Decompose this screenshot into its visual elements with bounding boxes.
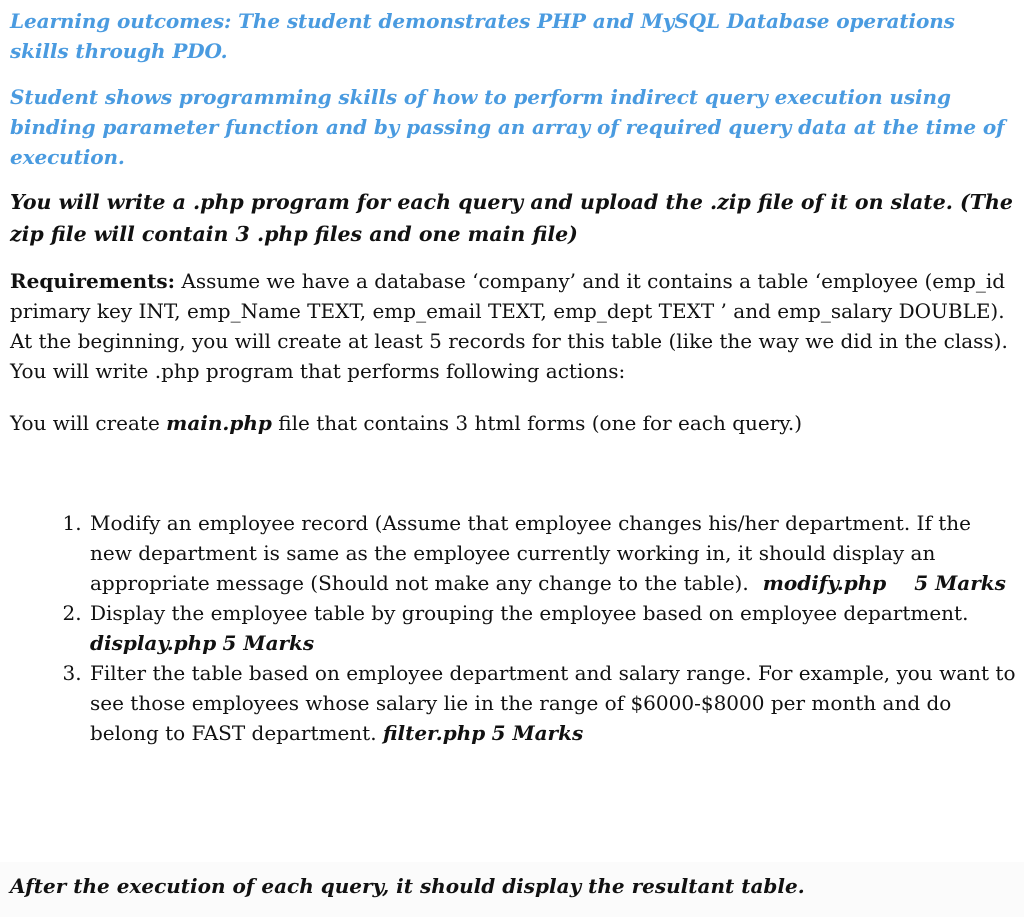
learning-outcomes-section	[10, 6, 1016, 172]
requirements-text: Assume we have a database ‘company’ and it contains a table ‘employee (emp_id primary key INT, emp_Name TEXT, emp_email TEXT, emp_dept TEXT ’ and emp_salary DOUBLE). At the beginning, you will create at least 5 records for this table (like the way we did in the class). You will write .php program that performs following actions:	[10, 269, 1008, 383]
task-item	[88, 658, 1016, 748]
task-text: Modify an employee record (Assume that employee changes his/her department. If the new department is same as the employee currently working in, it should display an appropriate message (Should not make any change to the table).	[90, 511, 971, 595]
task-marks: 5 Marks	[491, 721, 584, 745]
task-file: modify.php	[762, 571, 887, 595]
task-marks: 5 Marks	[914, 571, 1006, 595]
assignment-instructions: You will write a .php program for each query and upload the .zip file of it on slate. (The zip file will contain 3 .php files and one main file)	[10, 190, 1013, 246]
requirements-label: Requirements:	[10, 269, 176, 293]
task-file: display.php	[90, 631, 217, 655]
footer-text: After the execution of each query, it should display the resultant table.	[10, 874, 805, 898]
learning-outcomes-text: Learning outcomes: The student demonstrates PHP and MySQL Database operations skills through PDO.	[10, 9, 955, 63]
task-text: Display the employee table by grouping the employee based on employee department.	[90, 601, 969, 625]
task-text: Filter the table based on employee department and salary range. For example, you want to see those employees whose salary lie in the range of $6000-$8000 per month and do belong to FAST department.	[90, 661, 1016, 745]
main-file-before: You will create	[10, 411, 167, 435]
main-file-paragraph	[10, 408, 1016, 438]
task-marks: 5 Marks	[222, 631, 315, 655]
skills-text: Student shows programming skills of how to perform indirect query execution using binding parameter function and by passing an array of required query data at the time of execution.	[10, 85, 1005, 169]
task-file: filter.php	[382, 721, 486, 745]
task-item	[88, 598, 1016, 658]
main-file-after: file that contains 3 html forms (one for each query.)	[271, 411, 803, 435]
requirements-paragraph	[10, 266, 1016, 386]
task-list	[10, 508, 1016, 748]
document-page	[10, 6, 1016, 748]
main-file-name: main.php	[166, 411, 272, 435]
task-item	[88, 508, 1016, 598]
